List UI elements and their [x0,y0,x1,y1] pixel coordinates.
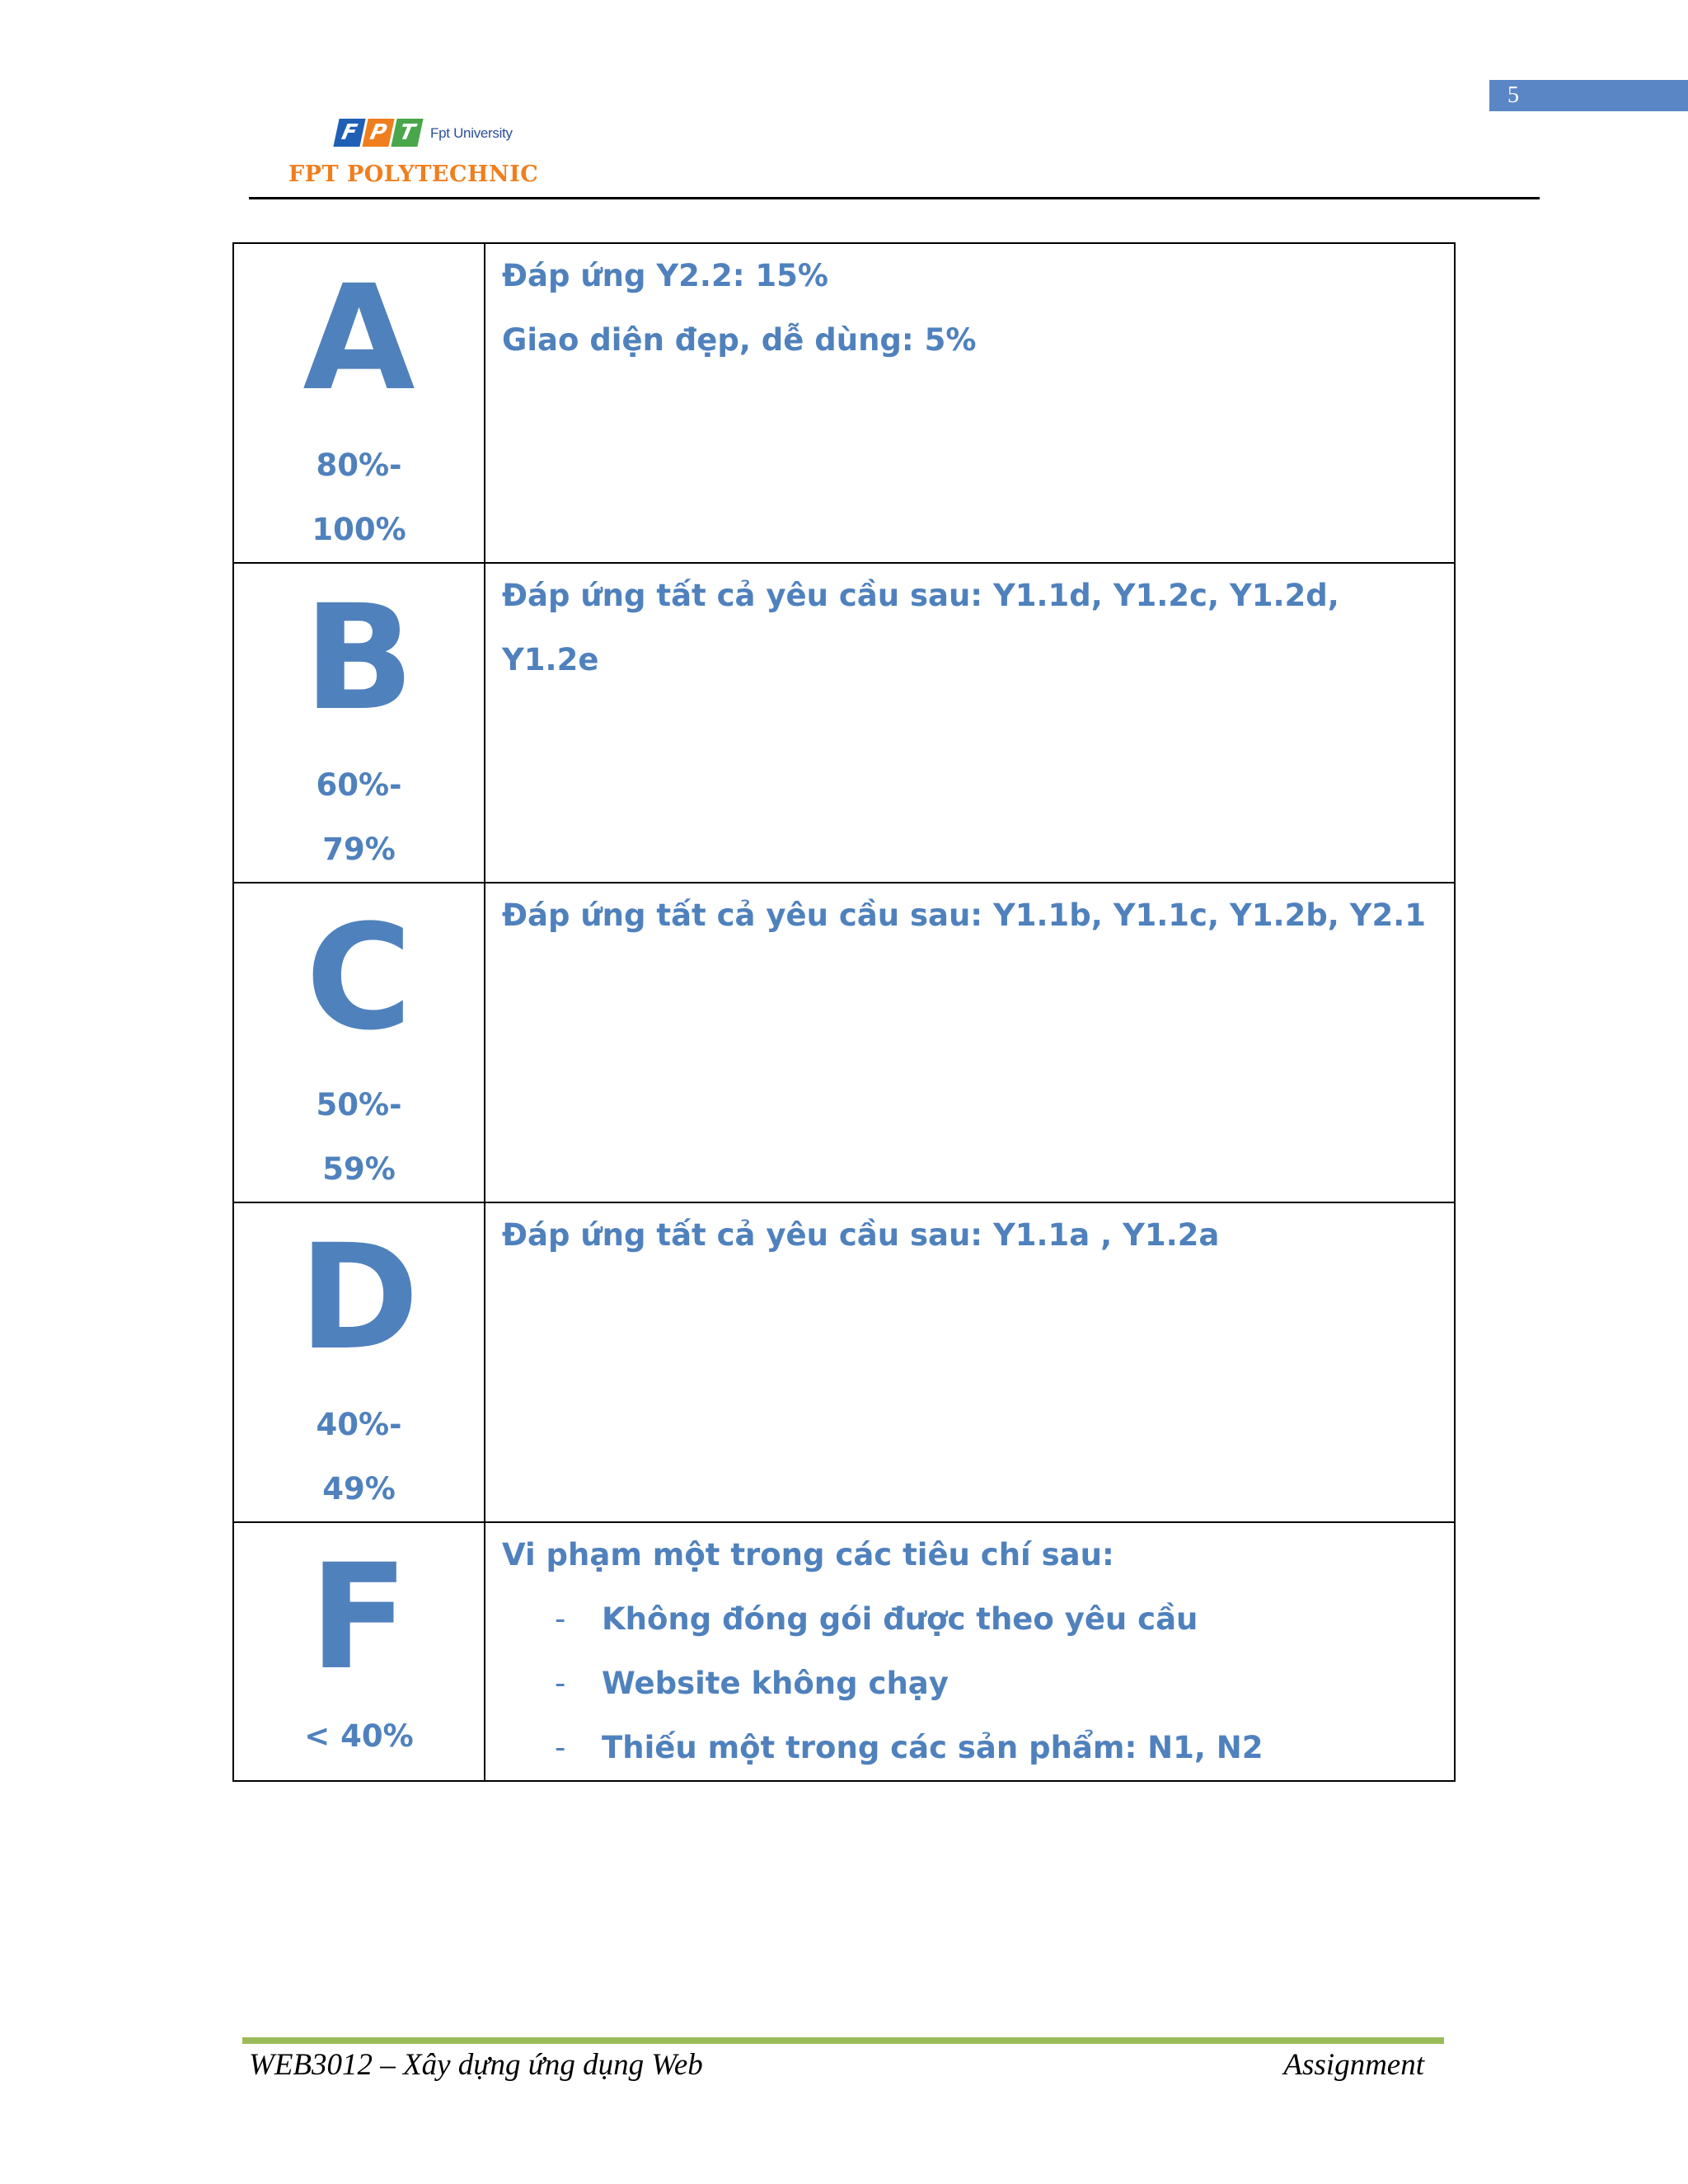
grade-range-start: 40%- [316,1407,402,1442]
criteria-cell [485,883,1455,1202]
grade-row-c [233,883,1455,1202]
grade-range-end: 49% [322,1471,396,1507]
grade-row-f [233,1522,1455,1781]
criteria-line: Giao diện đẹp, dễ dùng: 5% [502,322,977,358]
grade-letter: D [298,1213,420,1382]
grade-letter: C [305,893,413,1062]
grade-cell [233,563,485,883]
grade-range-start: 60%- [316,767,402,803]
grade-row-b [233,563,1455,883]
page-number: 5 [1489,80,1688,111]
dash-bullet: - [555,1601,566,1637]
violation-list [502,1587,1437,1780]
grade-range-start: 80%- [316,448,402,483]
grade-range: < 40% [304,1718,414,1754]
grade-letter: F [309,1533,409,1702]
list-item [555,1587,1437,1652]
header-divider [249,197,1540,199]
criteria-line: Đáp ứng tất cả yêu cầu sau: Y1.1b, Y1.1c, Y1.2b, Y2.1 [502,898,1427,933]
grade-range-end: 100% [312,512,406,547]
list-item-text: Thiếu một trong các sản phẩm: N1, N2 [602,1730,1264,1765]
list-item [555,1652,1437,1716]
fpt-polytechnic-logo [247,107,577,198]
list-item-text: Website không chạy [602,1666,949,1701]
grade-letter: A [302,254,415,423]
criteria-line: Đáp ứng tất cả yêu cầu sau: Y1.1a , Y1.2a [502,1217,1220,1253]
criteria-line: Đáp ứng Y2.2: 15% [502,258,828,293]
criteria-cell [485,243,1455,563]
grade-cell [233,243,485,563]
list-item [555,1716,1437,1780]
logo-university-text: Fpt University [430,125,513,141]
logo-letter-f: F [333,119,365,147]
criteria-line: Vi phạm một trong các tiêu chí sau: [502,1537,1114,1572]
grade-row-a [233,243,1455,563]
grade-row-d [233,1202,1455,1522]
logo-name-text: FPT POLYTECHNIC [288,162,539,187]
footer-course-title: WEB3012 – Xây dựng ứng dụng Web [249,2048,703,2082]
grade-cell [233,1202,485,1522]
grade-range-start: 50%- [316,1087,402,1122]
criteria-cell [485,1522,1455,1781]
dash-bullet: - [555,1666,566,1701]
criteria-cell [485,1202,1455,1522]
fpt-logo-mark [336,119,423,147]
grade-cell [233,1522,485,1781]
grade-letter: B [303,574,415,743]
grade-range-end: 79% [322,832,396,867]
list-item-text: Không đóng gói được theo yêu cầu [602,1601,1198,1637]
dash-bullet: - [555,1730,566,1765]
logo-letter-p: P [362,119,394,147]
grade-range-end: 59% [322,1151,396,1187]
grading-table [232,242,1456,1782]
criteria-line: Đáp ứng tất cả yêu cầu sau: Y1.1d, Y1.2c, Y1.2d, Y1.2e [502,578,1339,677]
logo-letter-t: T [391,119,423,147]
footer-divider [242,2037,1444,2044]
footer-doc-type: Assignment [1283,2048,1424,2082]
criteria-cell [485,563,1455,883]
grade-cell [233,883,485,1202]
